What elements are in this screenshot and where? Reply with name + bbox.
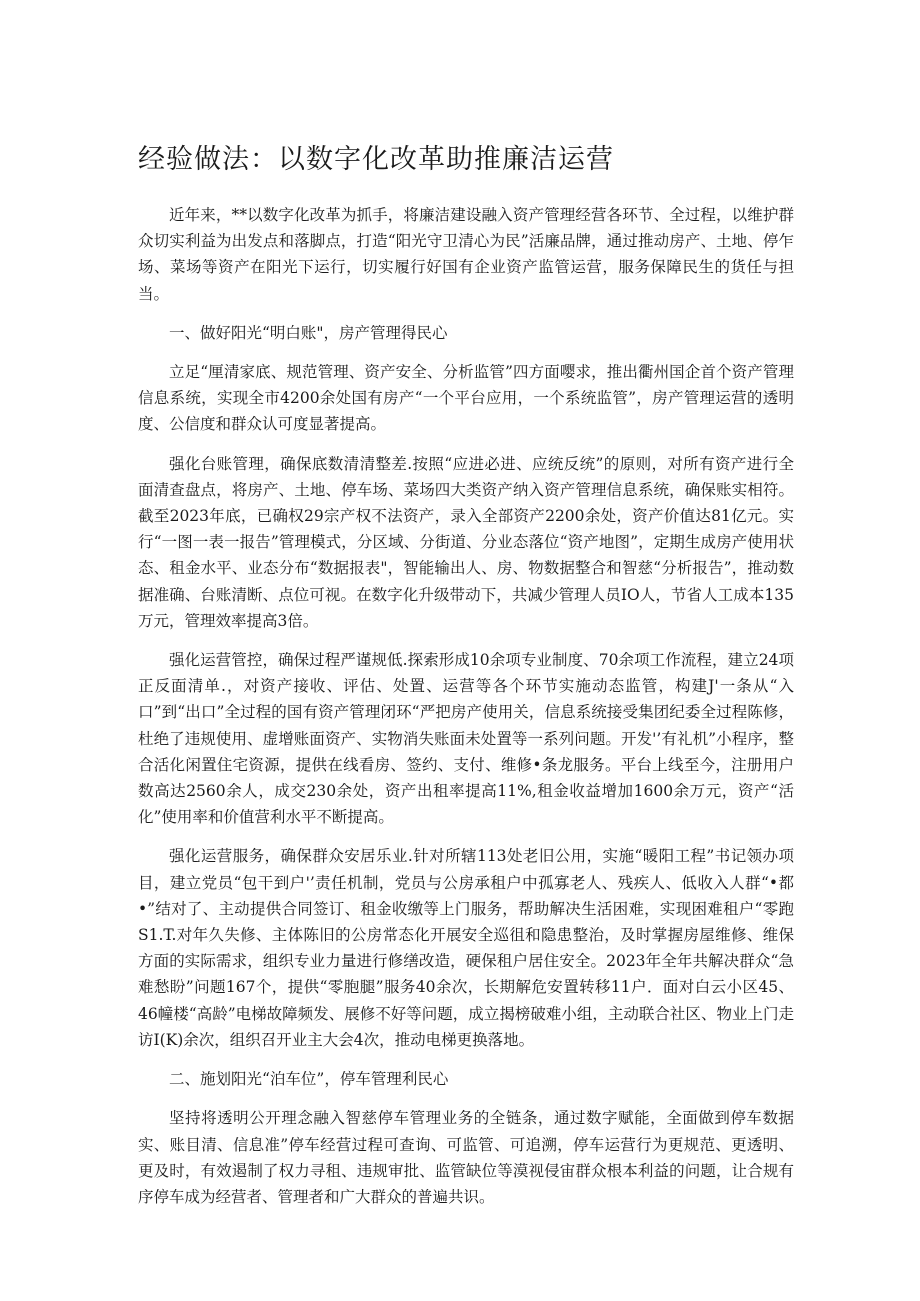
document-page [138,140,794,1223]
section-2-heading: 二、施划阳光“泊车位”，停车管理利民心 [169,1070,449,1089]
section-1-heading: 一、做好阳光“明白账"，房产管理得民心 [169,323,448,342]
document-title: 经验做法：以数字化改革助推廉洁运营 [138,144,614,175]
section-2-paragraph-1: 坚持将透明公开理念融入智慈停车管理业务的全链条，通过数字赋能，全面做到停车数据实、账目清、信息准”停车经营过程可查询、可监管、可追溯，停车运营行为更规范、更透明、更及时，有效遏制了权力寻租、违规审批、监管缺位等漠视侵宙群众根本利益的问题，让合规有序停车成为经营者、管理者和广大群众的普遍共识。 [138,1109,794,1206]
section-1-paragraph-1: 立足“厘清家底、规范管理、资产安全、分析监管”四方面嘤求，推出衢州国企首个资产管理信息系统，实现全市4200余处国有房产“一个平台应用，一个系统监管”，房产管理运营的透明度、公信度和群众认可度显著提高。 [138,363,794,434]
section-1-paragraph-4: 强化运营服务，确保群众安居乐业.针对所辖113处老旧公用，实施“暖阳工程”书记领办项目，建立党员“包干到户'’责任机制，党员与公房承租户中孤寡老人、残疾人、低收入人群“•都•”结对了、主动提供合同签订、租金收缴等上门服务，帮助解决生活困难，实现困难租户“零跑S1.T.对年久失修、主体陈旧的公房常态化开展安全巡徂和隐患整治，及时掌握房屋维修、维保方面的实际需求，组织专业力量进行修缮改造，硬保租户居住安全。2023年全年共解决群众“急难愁盼”问题167个，提供“零胞腿”服务40余次，长期解危安置转移11户．面对白云小区45、46幢楼“高龄”电梯故障频发、展修不好等问题，成立揭榜破难小组，主动联合社区、物业上门走访I(K)余次，组织召开业主大会4次，推动电梯更换落地。 [138,847,794,1049]
intro-paragraph: 近年来，**以数字化改革为抓手，将廉洁建设融入资产管理经营各环节、全过程，以维护群众切实利益为出发点和落脚点，打造“阳光守卫清心为民”活廉品牌，通过推动房产、土地、停乍场、菜场等资产在阳光下运行，切实履行好国有企业资产监管运营，服务保障民生的货任与担当。 [138,206,794,303]
section-1-paragraph-2: 强化台账管理，确保底数清清整差.按照“应进必进、应统反统”的原则，对所有资产进行全面清查盘点，将房产、土地、停车场、菜场四大类资产纳入资产管理信息系统，确保账实相符。截至2023年底，已确权29宗产权不法资产，录入全部资产2200余处，资产价值达81亿元。实行“一图一表一报告”管理模式，分区域、分街道、分业态落位“资产地图”，定期生成房产使用状态、租金水平、业态分布“数据报表"，智能输出人、房、物数据整合和智慈“分析报告”，推动数据准确、台账清断、点位可视。在数字化升级带动下，共减少管理人员IO人，节省人工成本135万元，管理效率提高3倍。 [138,454,794,630]
section-1-paragraph-3: 强化运营管控，确保过程严谨规低.探索形成10余项专业制度、70余项工作流程，建立24项正反面清单.，对资产接收、评估、处置、运营等各个环节实施动态监管，构建J'一条从“入口”到“出口”全过程的国有资产管理闭环“严把房产使用关，信息系统接受集团纪委全过程陈修，杜绝了违规使用、虚增账面资产、实物消失账面未处置等一系列问题。开发'’有礼机”小程序，整合活化闲置住宅资源，提供在线看房、签约、支付、维修•条龙服务。平台上线至今，注册用户数高达2560余人，成交230余处，资产出租率提高11%,租金收益增加1600余万元，资产“活化”使用率和价值营利水平不断提高。 [138,651,794,827]
